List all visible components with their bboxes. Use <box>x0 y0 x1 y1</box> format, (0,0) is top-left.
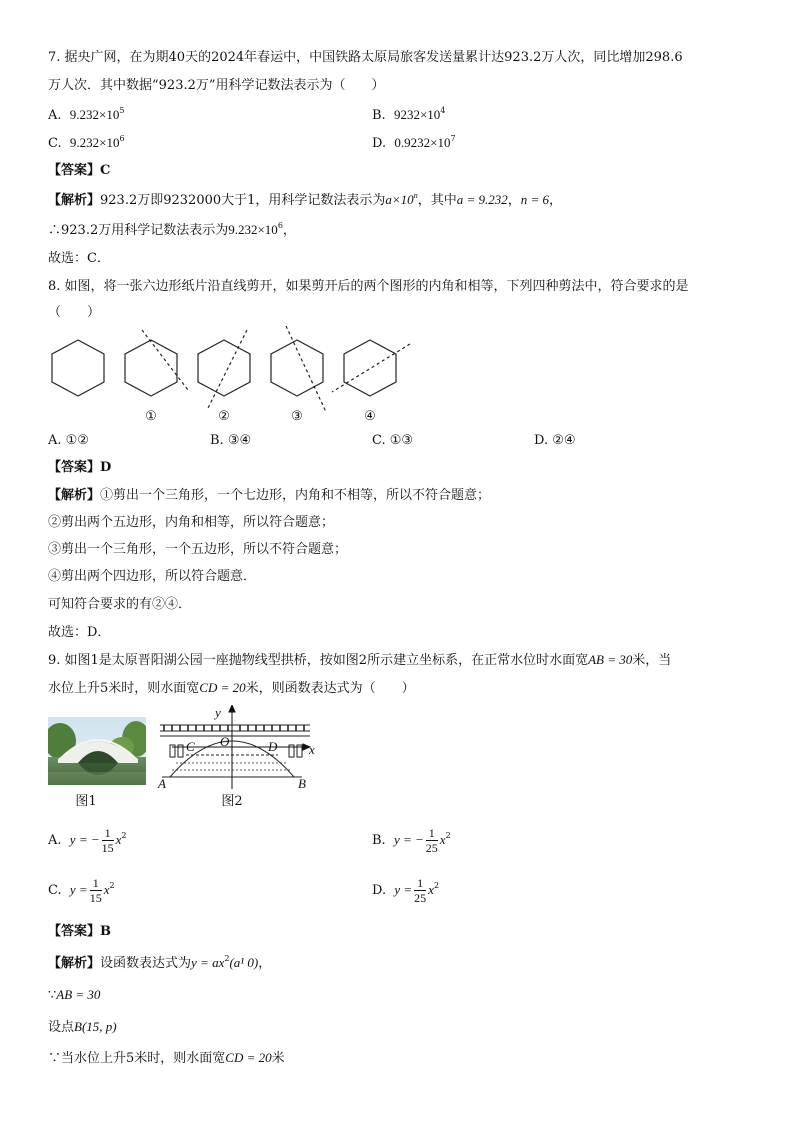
q9-explanation-line2: ∵AB = 30 <box>48 987 101 1003</box>
hexagon-2 <box>198 340 250 396</box>
fig-label-1: ① <box>145 408 157 423</box>
cut-line-1 <box>142 330 188 390</box>
fig-label-4: ④ <box>364 408 376 423</box>
q7-stem-line1: 7. 据央广网，在为期40天的2024年春运中，中国铁路太原局旅客发送量累计达923.2万人次，同比增加298.6 <box>48 50 683 65</box>
q7-option-c <box>48 134 125 153</box>
q9-answer: 【答案】B <box>48 924 111 939</box>
q7-option-b <box>372 106 445 125</box>
q7-option-a <box>48 106 124 125</box>
q8-option-c: C. ①③ <box>372 433 414 448</box>
option-label: B. <box>372 108 386 123</box>
q8-answer: 【答案】D <box>48 460 112 475</box>
cut-line-3 <box>286 326 326 412</box>
point-b-label: B <box>298 776 306 791</box>
hexagon-4 <box>344 340 396 396</box>
q8-explanation-line2: ②剪出两个五边形，内角和相等，所以符合题意； <box>48 515 335 530</box>
hexagon-figures <box>40 326 420 426</box>
option-label: A. <box>48 108 62 123</box>
bridge-photo <box>48 717 146 785</box>
point-a-label: A <box>158 776 166 791</box>
q7-option-d <box>372 134 456 153</box>
q9-explanation-line3: 设点B(15, p) <box>48 1019 117 1035</box>
point-c-label: C <box>186 739 195 754</box>
q8-explanation-line5: 可知符合要求的有②④． <box>48 597 192 612</box>
q9-option-c: C. y = $\frac{1}{15}$ $x^2$ <box>48 876 115 905</box>
option-value: 9232×10 <box>393 107 441 122</box>
fig1-caption: 图1 <box>75 794 97 809</box>
q8-explanation-line3: ③剪出一个三角形，一个五边形，所以不符合题意； <box>48 542 348 557</box>
q7-answer: 【答案】C <box>48 163 111 178</box>
origin-label: O <box>220 734 230 749</box>
q8-option-d: D. ②④ <box>534 433 576 448</box>
bridge-coordinate-diagram <box>152 705 320 791</box>
hexagon-1 <box>125 340 177 396</box>
q7-explanation-line2: ∴923.2万用科学记数法表示为$9.232\times 10^6$， <box>48 221 296 238</box>
fig2-caption: 图2 <box>221 794 243 809</box>
option-value: 9.232×10 <box>69 107 120 122</box>
q9-stem-line1: 9. 如图1是太原晋阳湖公园一座抛物线型拱桥，按如图2所示建立坐标系，在正常水位时水面宽AB = 30米，当 <box>48 652 672 668</box>
q7-choose: 故选：C． <box>48 251 110 266</box>
q8-option-b: B. ③④ <box>210 433 252 448</box>
q9-stem-line2: 水位上升5米时，则水面宽CD = 20米，则函数表达式为（ ） <box>48 680 415 696</box>
q8-explanation-line4: ④剪出两个四边形，所以符合题意． <box>48 569 257 584</box>
q9-option-d: D. y = $\frac{1}{25}$ $x^2$ <box>372 876 440 905</box>
q8-stem-line1: 8. 如图，将一张六边形纸片沿直线剪开，如果剪开后的两个图形的内角和相等，下列四种剪法中，符合要求的是 <box>48 279 689 294</box>
point-d-label: D <box>268 739 278 754</box>
q9-explanation-line4: ∵当水位上升5米时，则水面宽CD = 20米 <box>48 1050 285 1066</box>
option-exponent: 7 <box>450 134 456 143</box>
q9-option-b: B. y = − $\frac{1}{25}$ $x^2$ <box>372 826 451 855</box>
option-label: C. <box>48 136 62 151</box>
option-exponent: 4 <box>440 106 446 115</box>
axis-x-label: x <box>309 742 315 757</box>
q8-choose: 故选：D． <box>48 625 111 640</box>
option-value: 9.232×10 <box>69 135 120 150</box>
axis-y-label: y <box>215 705 221 720</box>
q7-explanation-line1: 【解析】923.2万即9232000大于1，用科学记数法表示为$a\times 10^n$，其中a = 9.232，n = 6， <box>48 191 563 208</box>
q8-option-a: A. ①② <box>48 433 89 448</box>
option-value: 0.9232×10 <box>394 135 451 150</box>
option-label: D. <box>372 136 387 151</box>
option-exponent: 5 <box>119 106 125 115</box>
q8-stem-line2: （ ） <box>48 305 101 320</box>
q7-stem-line2: 万人次．其中数据“923.2万”用科学记数法表示为（ ） <box>48 78 385 93</box>
option-exponent: 6 <box>119 134 125 143</box>
hexagon-original <box>52 340 104 396</box>
fig-label-2: ② <box>218 408 230 423</box>
q9-option-a: A. y = − $\frac{1}{15}$ $x^2$ <box>48 826 127 855</box>
q9-explanation-line1: 【解析】设函数表达式为$y = ax^2(a^1$ 0)， <box>48 954 272 971</box>
fig-label-3: ③ <box>291 408 303 423</box>
q8-explanation-line1: 【解析】①剪出一个三角形，一个七边形，内角和不相等，所以不符合题意； <box>48 488 491 503</box>
